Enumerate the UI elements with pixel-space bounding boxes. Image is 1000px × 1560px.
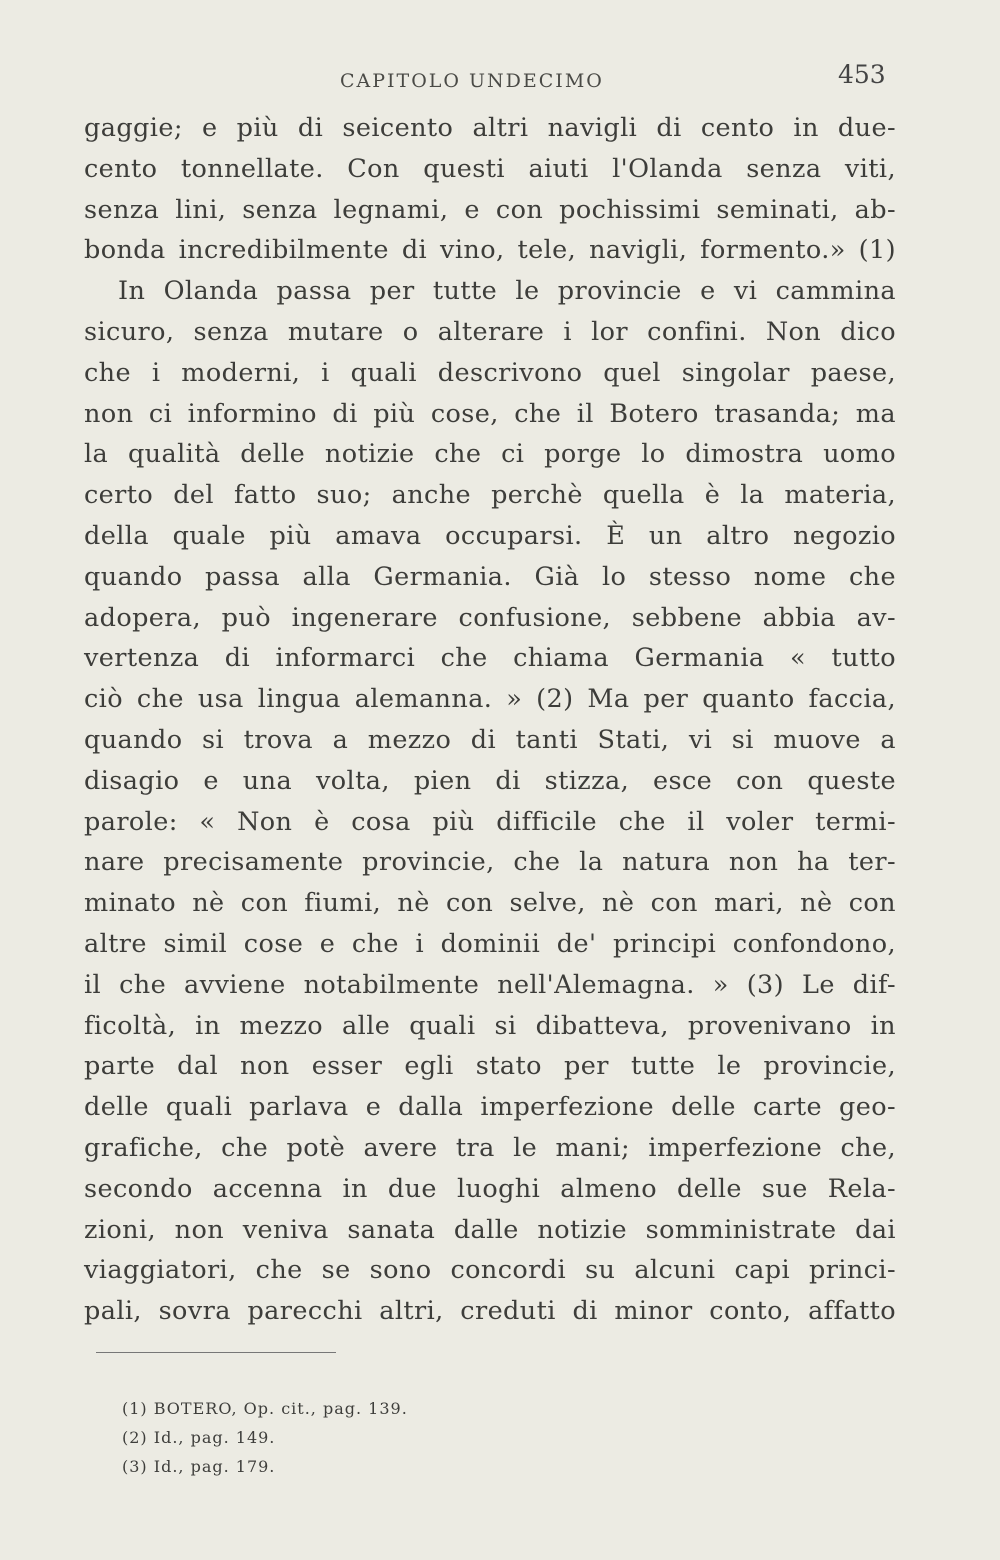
text-line: parole: « Non è cosa più difficile che il voler termi- (84, 806, 896, 837)
footnote: (2) Id., pag. 149. (122, 1428, 276, 1447)
text-line: pali, sovra parecchi altri, creduti di minor conto, affatto (84, 1296, 896, 1327)
text-line: grafiche, che potè avere tra le mani; imperfezione che, (84, 1132, 896, 1163)
text-line: la qualità delle notizie che ci porge lo dimostra uomo (84, 439, 896, 470)
text-line: il che avviene notabilmente nell'Alemagna. » (3) Le dif- (84, 969, 896, 1000)
text-line: quando passa alla Germania. Già lo stesso nome che (84, 561, 896, 592)
text-line: ciò che usa lingua alemanna. » (2) Ma per quanto faccia, (84, 684, 896, 715)
text-line: zioni, non veniva sanata dalle notizie somministrate dai (84, 1214, 896, 1245)
text-line: adopera, può ingenerare confusione, sebbene abbia av- (84, 602, 896, 633)
text-line: sicuro, senza mutare o alterare i lor confini. Non dico (84, 316, 896, 347)
text-line: gaggie; e più di seicento altri navigli di cento in due- (84, 113, 896, 143)
footnote: (1) BOTERO, Op. cit., pag. 139. (122, 1399, 408, 1418)
text-line: viaggiatori, che se sono concordi su alcuni capi princi- (84, 1255, 896, 1286)
page-number: 453 (838, 60, 886, 89)
text-line: quando si trova a mezzo di tanti Stati, vi si muove a (84, 724, 896, 755)
text-line: certo del fatto suo; anche perchè quella è la materia, (84, 480, 896, 511)
text-line: parte dal non esser egli stato per tutte le provincie, (84, 1051, 896, 1082)
footnote: (3) Id., pag. 179. (122, 1457, 276, 1476)
text-line: cento tonnellate. Con questi aiuti l'Olanda senza viti, (84, 153, 896, 184)
running-title: CAPITOLO UNDECIMO (340, 70, 604, 92)
text-line: ficoltà, in mezzo alle quali si dibatteva, provenivano in (84, 1010, 896, 1041)
text-line: delle quali parlava e dalla imperfezione delle carte geo- (84, 1092, 896, 1123)
footnotes (122, 1394, 408, 1481)
paragraph-start-line: In Olanda passa per tutte le provincie e vi cammina (118, 276, 896, 307)
footnote-divider (96, 1352, 336, 1353)
text-line: vertenza di informarci che chiama Germania « tutto (84, 643, 896, 674)
text-line: senza lini, senza legnami, e con pochissimi seminati, ab- (84, 194, 896, 225)
text-line: secondo accenna in due luoghi almeno delle sue Rela- (84, 1173, 896, 1204)
text-line: bonda incredibilmente di vino, tele, navigli, formento.» (1) (84, 235, 896, 266)
text-line: minato nè con fiumi, nè con selve, nè con mari, nè con (84, 888, 896, 919)
text-line: della quale più amava occuparsi. È un altro negozio (84, 520, 896, 551)
body-text (84, 108, 896, 1332)
text-line: che i moderni, i quali descrivono quel singolar paese, (84, 357, 896, 388)
text-line: nare precisamente provincie, che la natura non ha ter- (84, 847, 896, 878)
text-line: altre simil cose e che i dominii de' principi confondono, (84, 928, 896, 959)
text-line: non ci informino di più cose, che il Botero trasanda; ma (84, 398, 896, 429)
text-line: disagio e una volta, pien di stizza, esce con queste (84, 765, 896, 796)
